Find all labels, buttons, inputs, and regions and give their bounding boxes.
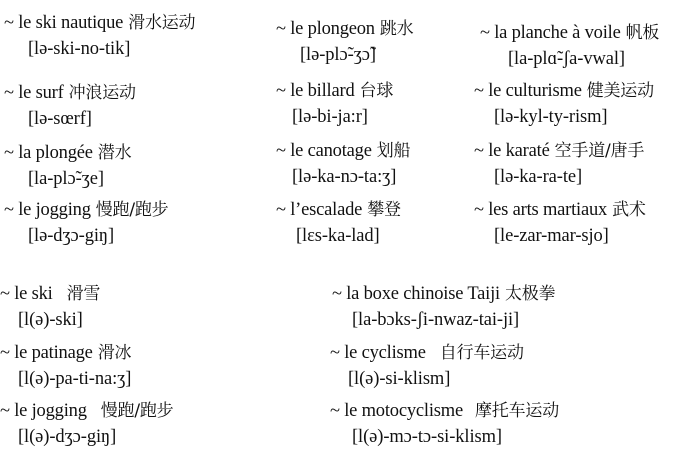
chinese-term: 滑冰	[97, 343, 132, 363]
chinese-term: 冲浪运动	[68, 83, 136, 103]
pronunciation: [lə-plɔ̃-ʒɔ̃]	[300, 45, 376, 65]
vocab-entry	[4, 142, 131, 190]
french-term: ~ l’escalade	[276, 200, 363, 220]
pronunciation: [le-zar-mar-sjo]	[494, 226, 609, 246]
chinese-term: 划船	[376, 141, 411, 161]
chinese-term: 滑雪	[66, 284, 101, 304]
chinese-term: 健美运动	[586, 81, 654, 101]
pronunciation: [lə-bi-ja:r]	[292, 107, 368, 127]
vocab-entry	[0, 400, 173, 448]
vocab-entry	[474, 140, 644, 188]
french-term: ~ les arts martiaux	[474, 200, 608, 220]
chinese-term: 攀登	[367, 200, 401, 220]
chinese-term: 摩托车运动	[475, 401, 559, 421]
chinese-term: 潜水	[97, 143, 132, 163]
french-term: ~ le plongeon	[276, 19, 375, 39]
pronunciation: [l(ə)-dʒɔ-giŋ]	[18, 427, 117, 447]
vocab-entry	[480, 22, 659, 70]
french-term: ~ le billard	[276, 81, 355, 101]
french-term: ~ le jogging	[4, 200, 91, 220]
pronunciation: [l(ə)-pa-ti-na:ʒ]	[18, 369, 132, 389]
french-term: ~ le culturisme	[474, 81, 582, 101]
vocab-entry	[276, 140, 410, 188]
chinese-term: 帆板	[625, 23, 660, 43]
pronunciation: [lə-ka-nɔ-ta:ʒ]	[292, 167, 397, 187]
pronunciation: [lə-ski-no-tik]	[28, 39, 131, 59]
vocab-entry	[0, 283, 100, 331]
pronunciation: [l(ə)-ski]	[18, 310, 83, 330]
vocab-entry	[4, 82, 136, 130]
pronunciation: [la-bɔks-ʃi-nwaz-tai-ji]	[352, 310, 520, 330]
french-term: ~ le cyclisme	[330, 343, 426, 363]
pronunciation: [lə-kyl-ty-rism]	[494, 107, 608, 127]
pronunciation: [lə-ka-ra-te]	[494, 167, 583, 187]
chinese-term: 跳水	[379, 19, 414, 39]
french-term: ~ le canotage	[276, 141, 372, 161]
chinese-term: 滑水运动	[128, 13, 196, 33]
french-term: ~ le ski nautique	[4, 13, 124, 33]
french-term: ~ la boxe chinoise Taiji	[332, 284, 500, 304]
vocab-entry	[474, 80, 654, 128]
pronunciation: [lə-sœrf]	[28, 109, 92, 129]
chinese-term: 空手道/唐手	[554, 141, 645, 161]
vocab-entry	[474, 199, 646, 247]
chinese-term: 慢跑/跑步	[95, 200, 169, 220]
chinese-term: 台球	[359, 81, 394, 101]
french-term: ~ le karaté	[474, 141, 550, 161]
pronunciation: [l(ə)-si-klism]	[348, 369, 451, 389]
vocab-entry	[330, 400, 559, 448]
chinese-term: 武术	[612, 200, 646, 220]
vocab-entry	[276, 18, 413, 66]
vocab-entry	[0, 342, 131, 390]
french-term: ~ le patinage	[0, 343, 93, 363]
french-term: ~ le surf	[4, 83, 64, 103]
vocab-entry	[4, 199, 168, 247]
french-term: ~ la planche à voile	[480, 23, 621, 43]
french-term: ~ le motocyclisme	[330, 401, 463, 421]
pronunciation: [l(ə)-mɔ-tɔ-si-klism]	[352, 427, 502, 447]
vocab-entry	[332, 283, 555, 331]
vocab-entry	[330, 342, 524, 390]
vocab-entry	[276, 80, 393, 128]
french-term: ~ le ski	[0, 284, 53, 304]
pronunciation: [la-plɔ̃-ʒe]	[28, 169, 104, 189]
chinese-term: 自行车运动	[439, 343, 524, 363]
vocab-entry	[4, 12, 195, 60]
pronunciation: [la-plɑ̃-ʃa-vwal]	[508, 49, 625, 69]
french-term: ~ le jogging	[0, 401, 87, 421]
pronunciation: [lɛs-ka-lad]	[296, 226, 380, 246]
chinese-term: 慢跑/跑步	[100, 401, 174, 421]
french-term: ~ la plongée	[4, 143, 93, 163]
chinese-term: 太极拳	[504, 284, 556, 304]
pronunciation: [lə-dʒɔ-giŋ]	[28, 226, 115, 246]
vocab-entry	[276, 199, 401, 247]
